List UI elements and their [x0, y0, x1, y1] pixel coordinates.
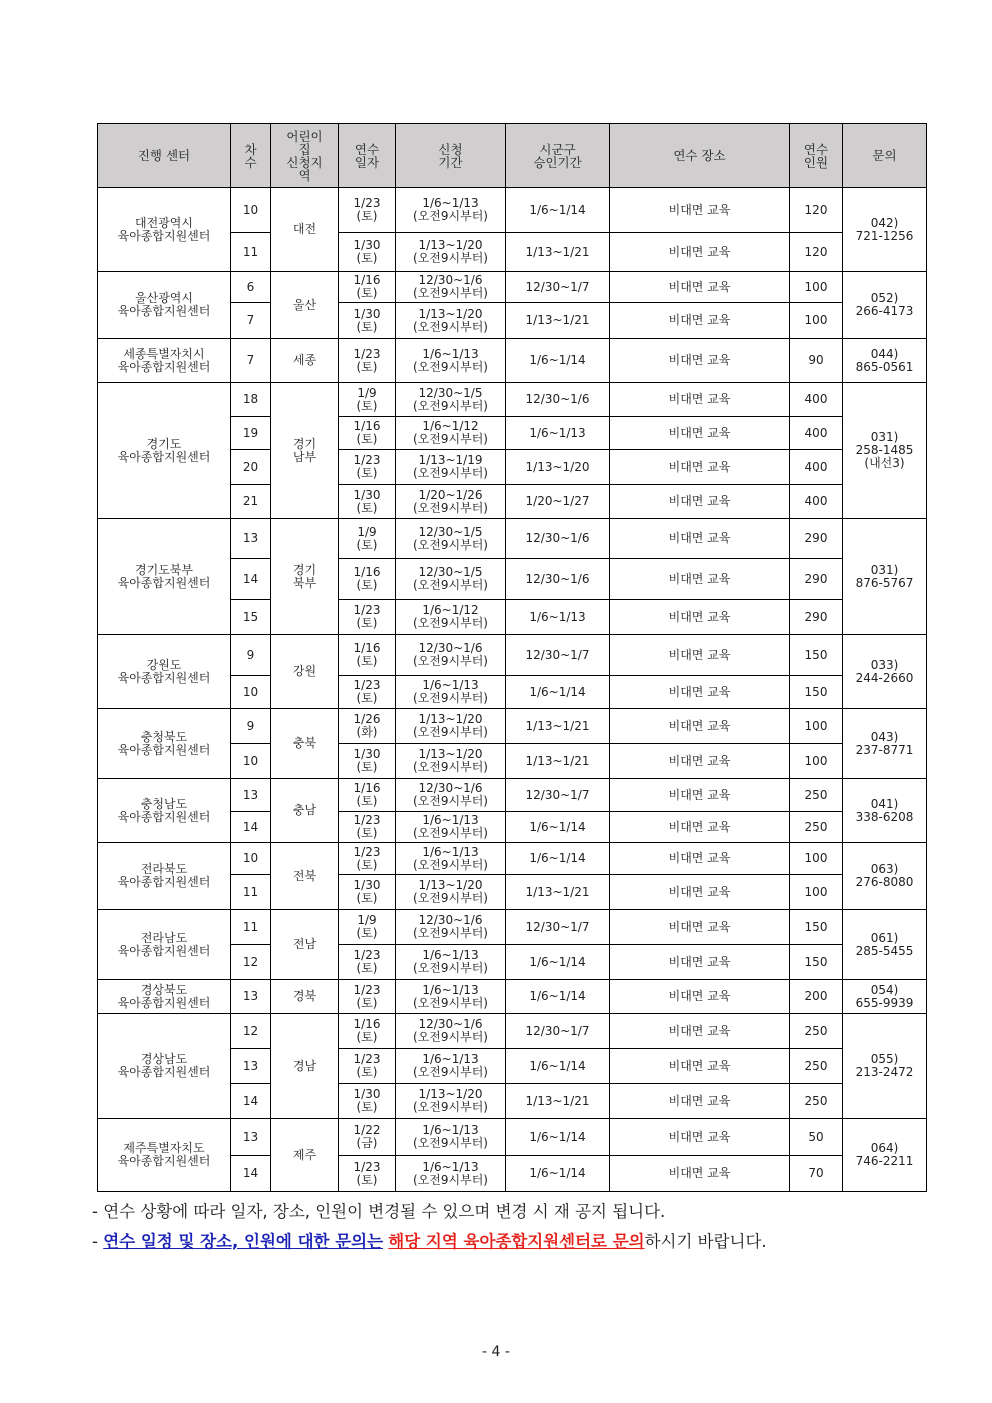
contact-cell: 063) 276-8080: [843, 843, 927, 910]
people-cell: 100: [790, 843, 843, 875]
table-row: [98, 910, 927, 945]
date-cell: 1/23 (토): [339, 339, 396, 383]
date-cell: 1/16 (토): [339, 559, 396, 600]
apply-period-cell: 1/6~1/13 (오전9시부터): [396, 980, 506, 1014]
header-approval-period: 시군구 승인기간: [506, 124, 610, 188]
date-cell: 1/9 (토): [339, 910, 396, 945]
date-cell: 1/23 (토): [339, 843, 396, 875]
note-blue-text: 연수 일정 및 장소, 인원에 대한 문의는: [103, 1232, 384, 1251]
round-cell: 10: [231, 843, 271, 875]
apply-period-cell: 1/6~1/12 (오전9시부터): [396, 417, 506, 450]
round-cell: 12: [231, 945, 271, 980]
approval-period-cell: 1/6~1/14: [506, 339, 610, 383]
date-cell: 1/30 (토): [339, 233, 396, 272]
center-cell: 경상북도 육아종합지원센터: [98, 980, 231, 1014]
approval-period-cell: 1/13~1/21: [506, 303, 610, 339]
date-cell: 1/23 (토): [339, 600, 396, 635]
date-cell: 1/16 (토): [339, 779, 396, 812]
note-red-text: 해당 지역 육아종합지원센터로 문의: [388, 1232, 645, 1251]
place-cell: 비대면 교육: [610, 485, 790, 519]
place-cell: 비대면 교육: [610, 450, 790, 485]
round-cell: 9: [231, 709, 271, 744]
header-contact: 문의: [843, 124, 927, 188]
apply-period-cell: 1/6~1/12 (오전9시부터): [396, 600, 506, 635]
approval-period-cell: 1/6~1/14: [506, 1156, 610, 1192]
date-cell: 1/16 (토): [339, 417, 396, 450]
round-cell: 14: [231, 1084, 271, 1119]
apply-period-cell: 1/6~1/13 (오전9시부터): [396, 1156, 506, 1192]
round-cell: 13: [231, 1119, 271, 1156]
round-cell: 18: [231, 383, 271, 417]
people-cell: 100: [790, 709, 843, 744]
date-cell: 1/30 (토): [339, 1084, 396, 1119]
date-cell: 1/23 (토): [339, 1049, 396, 1084]
approval-period-cell: 1/6~1/13: [506, 417, 610, 450]
region-cell: 경북: [271, 980, 339, 1014]
people-cell: 290: [790, 559, 843, 600]
contact-cell: 031) 876-5767: [843, 519, 927, 635]
people-cell: 250: [790, 1084, 843, 1119]
place-cell: 비대면 교육: [610, 383, 790, 417]
place-cell: 비대면 교육: [610, 980, 790, 1014]
people-cell: 90: [790, 339, 843, 383]
people-cell: 120: [790, 188, 843, 233]
people-cell: 70: [790, 1156, 843, 1192]
contact-cell: 043) 237-8771: [843, 709, 927, 779]
round-cell: 6: [231, 272, 271, 303]
table-row: [98, 1119, 927, 1156]
people-cell: 250: [790, 1049, 843, 1084]
people-cell: 100: [790, 744, 843, 779]
round-cell: 10: [231, 676, 271, 709]
round-cell: 11: [231, 910, 271, 945]
date-cell: 1/30 (토): [339, 744, 396, 779]
round-cell: 13: [231, 1049, 271, 1084]
schedule-table-wrap: [97, 123, 926, 1192]
date-cell: 1/23 (토): [339, 188, 396, 233]
note-prefix: -: [92, 1232, 104, 1251]
date-cell: 1/16 (토): [339, 1014, 396, 1049]
place-cell: 비대면 교육: [610, 812, 790, 843]
place-cell: 비대면 교육: [610, 1119, 790, 1156]
round-cell: 10: [231, 744, 271, 779]
apply-period-cell: 1/13~1/20 (오전9시부터): [396, 744, 506, 779]
schedule-table: [97, 123, 927, 1192]
round-cell: 10: [231, 188, 271, 233]
region-cell: 강원: [271, 635, 339, 709]
approval-period-cell: 1/13~1/21: [506, 744, 610, 779]
date-cell: 1/30 (토): [339, 875, 396, 910]
apply-period-cell: 1/13~1/20 (오전9시부터): [396, 303, 506, 339]
place-cell: 비대면 교육: [610, 339, 790, 383]
round-cell: 7: [231, 303, 271, 339]
date-cell: 1/9 (토): [339, 383, 396, 417]
round-cell: 14: [231, 1156, 271, 1192]
apply-period-cell: 1/20~1/26 (오전9시부터): [396, 485, 506, 519]
place-cell: 비대면 교육: [610, 188, 790, 233]
people-cell: 400: [790, 383, 843, 417]
apply-period-cell: 1/6~1/13 (오전9시부터): [396, 676, 506, 709]
apply-period-cell: 12/30~1/6 (오전9시부터): [396, 635, 506, 676]
approval-period-cell: 12/30~1/6: [506, 519, 610, 559]
region-cell: 경기 남부: [271, 383, 339, 519]
place-cell: 비대면 교육: [610, 417, 790, 450]
round-cell: 9: [231, 635, 271, 676]
table-row: [98, 635, 927, 676]
apply-period-cell: 1/13~1/20 (오전9시부터): [396, 875, 506, 910]
region-cell: 제주: [271, 1119, 339, 1192]
header-place: 연수 장소: [610, 124, 790, 188]
contact-cell: 044) 865-0561: [843, 339, 927, 383]
people-cell: 250: [790, 812, 843, 843]
page-number: - 4 -: [482, 1344, 510, 1360]
table-row: [98, 519, 927, 559]
date-cell: 1/23 (토): [339, 450, 396, 485]
date-cell: 1/23 (토): [339, 945, 396, 980]
people-cell: 290: [790, 600, 843, 635]
center-cell: 충청북도 육아종합지원센터: [98, 709, 231, 779]
place-cell: 비대면 교육: [610, 709, 790, 744]
approval-period-cell: 1/13~1/20: [506, 450, 610, 485]
contact-cell: 055) 213-2472: [843, 1014, 927, 1119]
approval-period-cell: 1/6~1/14: [506, 843, 610, 875]
header-apply-period: 신청 기간: [396, 124, 506, 188]
region-cell: 전북: [271, 843, 339, 910]
approval-period-cell: 1/6~1/14: [506, 1049, 610, 1084]
approval-period-cell: 12/30~1/7: [506, 635, 610, 676]
place-cell: 비대면 교육: [610, 233, 790, 272]
center-cell: 충청남도 육아종합지원센터: [98, 779, 231, 843]
round-cell: 11: [231, 875, 271, 910]
approval-period-cell: 1/6~1/13: [506, 600, 610, 635]
people-cell: 100: [790, 272, 843, 303]
approval-period-cell: 12/30~1/7: [506, 910, 610, 945]
approval-period-cell: 1/20~1/27: [506, 485, 610, 519]
people-cell: 150: [790, 910, 843, 945]
place-cell: 비대면 교육: [610, 945, 790, 980]
center-cell: 경기도북부 육아종합지원센터: [98, 519, 231, 635]
note-line-1: - 연수 상황에 따라 일자, 장소, 인원이 변경될 수 있으며 변경 시 재 공지 됩니다.: [92, 1202, 666, 1221]
apply-period-cell: 1/6~1/13 (오전9시부터): [396, 843, 506, 875]
apply-period-cell: 12/30~1/6 (오전9시부터): [396, 779, 506, 812]
table-row: [98, 339, 927, 383]
date-cell: 1/16 (토): [339, 272, 396, 303]
notes: [92, 1197, 922, 1257]
round-cell: 7: [231, 339, 271, 383]
center-cell: 세종특별자치시 육아종합지원센터: [98, 339, 231, 383]
region-cell: 충북: [271, 709, 339, 779]
date-cell: 1/30 (토): [339, 485, 396, 519]
apply-period-cell: 1/6~1/13 (오전9시부터): [396, 945, 506, 980]
date-cell: 1/23 (토): [339, 812, 396, 843]
note-suffix: 하시기 바랍니다.: [644, 1232, 767, 1251]
place-cell: 비대면 교육: [610, 744, 790, 779]
header-region: 어린이 집 신청지 역: [271, 124, 339, 188]
note-line-2: [92, 1227, 922, 1257]
region-cell: 울산: [271, 272, 339, 339]
date-cell: 1/30 (토): [339, 303, 396, 339]
place-cell: 비대면 교육: [610, 600, 790, 635]
round-cell: 14: [231, 812, 271, 843]
people-cell: 150: [790, 635, 843, 676]
approval-period-cell: 1/13~1/21: [506, 1084, 610, 1119]
contact-cell: 054) 655-9939: [843, 980, 927, 1014]
apply-period-cell: 1/13~1/20 (오전9시부터): [396, 1084, 506, 1119]
date-cell: 1/23 (토): [339, 676, 396, 709]
apply-period-cell: 12/30~1/6 (오전9시부터): [396, 1014, 506, 1049]
date-cell: 1/23 (토): [339, 1156, 396, 1192]
approval-period-cell: 12/30~1/6: [506, 383, 610, 417]
place-cell: 비대면 교육: [610, 676, 790, 709]
region-cell: 전남: [271, 910, 339, 980]
header-center: 진행 센터: [98, 124, 231, 188]
date-cell: 1/22 (금): [339, 1119, 396, 1156]
center-cell: 울산광역시 육아종합지원센터: [98, 272, 231, 339]
approval-period-cell: 12/30~1/6: [506, 559, 610, 600]
approval-period-cell: 1/6~1/14: [506, 945, 610, 980]
people-cell: 250: [790, 779, 843, 812]
apply-period-cell: 1/6~1/13 (오전9시부터): [396, 1119, 506, 1156]
people-cell: 150: [790, 676, 843, 709]
header-date: 연수 일자: [339, 124, 396, 188]
approval-period-cell: 1/6~1/14: [506, 1119, 610, 1156]
place-cell: 비대면 교육: [610, 843, 790, 875]
apply-period-cell: 1/6~1/13 (오전9시부터): [396, 339, 506, 383]
round-cell: 13: [231, 779, 271, 812]
people-cell: 250: [790, 1014, 843, 1049]
approval-period-cell: 1/13~1/21: [506, 233, 610, 272]
apply-period-cell: 1/6~1/13 (오전9시부터): [396, 1049, 506, 1084]
table-row: [98, 843, 927, 875]
people-cell: 150: [790, 945, 843, 980]
table-row: [98, 188, 927, 233]
approval-period-cell: 1/6~1/14: [506, 188, 610, 233]
round-cell: 12: [231, 1014, 271, 1049]
apply-period-cell: 1/13~1/19 (오전9시부터): [396, 450, 506, 485]
table-row: [98, 272, 927, 303]
place-cell: 비대면 교육: [610, 519, 790, 559]
contact-cell: 031) 258-1485 (내선3): [843, 383, 927, 519]
date-cell: 1/23 (토): [339, 980, 396, 1014]
header-people: 연수 인원: [790, 124, 843, 188]
contact-cell: 033) 244-2660: [843, 635, 927, 709]
approval-period-cell: 1/13~1/21: [506, 709, 610, 744]
place-cell: 비대면 교육: [610, 303, 790, 339]
center-cell: 전라남도 육아종합지원센터: [98, 910, 231, 980]
approval-period-cell: 1/6~1/14: [506, 812, 610, 843]
place-cell: 비대면 교육: [610, 1049, 790, 1084]
round-cell: 11: [231, 233, 271, 272]
center-cell: 대전광역시 육아종합지원센터: [98, 188, 231, 272]
approval-period-cell: 1/6~1/14: [506, 676, 610, 709]
region-cell: 대전: [271, 188, 339, 272]
round-cell: 14: [231, 559, 271, 600]
place-cell: 비대면 교육: [610, 635, 790, 676]
apply-period-cell: 12/30~1/6 (오전9시부터): [396, 910, 506, 945]
center-cell: 강원도 육아종합지원센터: [98, 635, 231, 709]
date-cell: 1/16 (토): [339, 635, 396, 676]
approval-period-cell: 12/30~1/7: [506, 1014, 610, 1049]
place-cell: 비대면 교육: [610, 1014, 790, 1049]
round-cell: 21: [231, 485, 271, 519]
people-cell: 400: [790, 417, 843, 450]
table-row: [98, 779, 927, 812]
place-cell: 비대면 교육: [610, 272, 790, 303]
people-cell: 290: [790, 519, 843, 559]
table-header-row: [98, 124, 927, 188]
approval-period-cell: 12/30~1/7: [506, 779, 610, 812]
round-cell: 20: [231, 450, 271, 485]
place-cell: 비대면 교육: [610, 779, 790, 812]
approval-period-cell: 1/6~1/14: [506, 980, 610, 1014]
date-cell: 1/9 (토): [339, 519, 396, 559]
region-cell: 충남: [271, 779, 339, 843]
place-cell: 비대면 교육: [610, 1084, 790, 1119]
apply-period-cell: 1/13~1/20 (오전9시부터): [396, 709, 506, 744]
apply-period-cell: 12/30~1/5 (오전9시부터): [396, 559, 506, 600]
apply-period-cell: 12/30~1/5 (오전9시부터): [396, 519, 506, 559]
apply-period-cell: 12/30~1/6 (오전9시부터): [396, 272, 506, 303]
approval-period-cell: 12/30~1/7: [506, 272, 610, 303]
region-cell: 경기 북부: [271, 519, 339, 635]
region-cell: 경남: [271, 1014, 339, 1119]
center-cell: 경상남도 육아종합지원센터: [98, 1014, 231, 1119]
contact-cell: 061) 285-5455: [843, 910, 927, 980]
people-cell: 120: [790, 233, 843, 272]
table-row: [98, 383, 927, 417]
header-round: 차 수: [231, 124, 271, 188]
round-cell: 13: [231, 519, 271, 559]
table-row: [98, 709, 927, 744]
table-row: [98, 980, 927, 1014]
table-body: [98, 188, 927, 1192]
center-cell: 제주특별자치도 육아종합지원센터: [98, 1119, 231, 1192]
people-cell: 200: [790, 980, 843, 1014]
place-cell: 비대면 교육: [610, 559, 790, 600]
people-cell: 400: [790, 450, 843, 485]
contact-cell: 042) 721-1256: [843, 188, 927, 272]
place-cell: 비대면 교육: [610, 875, 790, 910]
apply-period-cell: 1/6~1/13 (오전9시부터): [396, 812, 506, 843]
apply-period-cell: 12/30~1/5 (오전9시부터): [396, 383, 506, 417]
contact-cell: 041) 338-6208: [843, 779, 927, 843]
region-cell: 세종: [271, 339, 339, 383]
apply-period-cell: 1/13~1/20 (오전9시부터): [396, 233, 506, 272]
people-cell: 50: [790, 1119, 843, 1156]
round-cell: 15: [231, 600, 271, 635]
people-cell: 100: [790, 875, 843, 910]
place-cell: 비대면 교육: [610, 910, 790, 945]
round-cell: 19: [231, 417, 271, 450]
people-cell: 400: [790, 485, 843, 519]
center-cell: 경기도 육아종합지원센터: [98, 383, 231, 519]
round-cell: 13: [231, 980, 271, 1014]
place-cell: 비대면 교육: [610, 1156, 790, 1192]
table-row: [98, 1014, 927, 1049]
center-cell: 전라북도 육아종합지원센터: [98, 843, 231, 910]
contact-cell: 064) 746-2211: [843, 1119, 927, 1192]
approval-period-cell: 1/13~1/21: [506, 875, 610, 910]
contact-cell: 052) 266-4173: [843, 272, 927, 339]
date-cell: 1/26 (화): [339, 709, 396, 744]
apply-period-cell: 1/6~1/13 (오전9시부터): [396, 188, 506, 233]
people-cell: 100: [790, 303, 843, 339]
